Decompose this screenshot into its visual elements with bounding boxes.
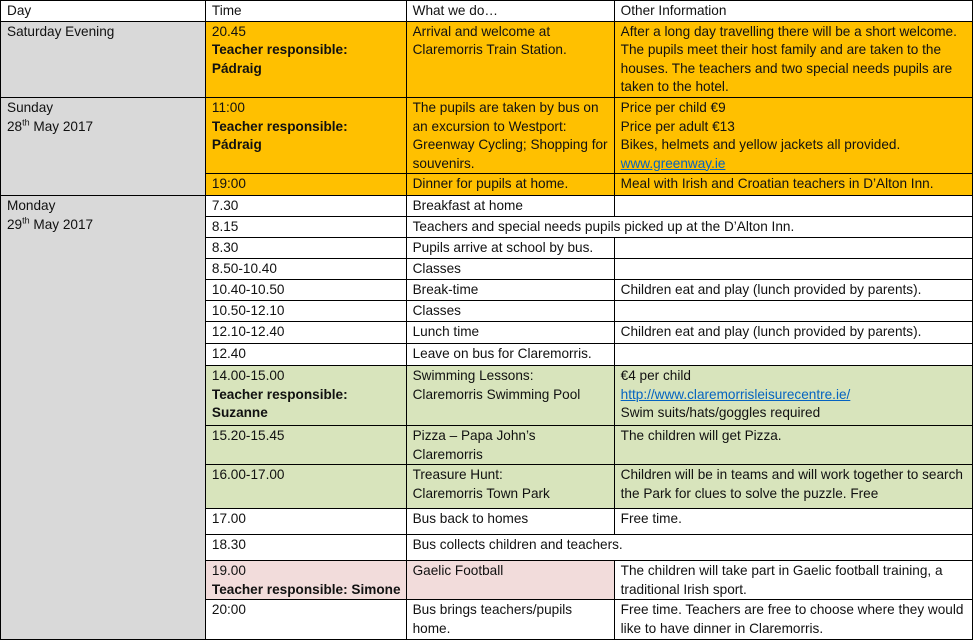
day-cell-monday [1,196,206,639]
day-date [7,216,200,235]
teacher-responsible: Teacher responsible: Simone [211,581,401,597]
table-row [1,21,973,97]
time-cell: 18.30 [205,535,406,561]
activity-line: Claremorris Swimming Pool [412,386,581,402]
info-cell: The children will get Pizza. [614,425,972,464]
activity-cell: Teachers and special needs pupils picked up at the D’Alton Inn. [406,216,972,237]
time-cell: 8.50-10.40 [205,258,406,279]
activity-cell: Breakfast at home [406,196,614,217]
time-cell: 12.40 [205,343,406,365]
time-value: 11:00 [211,99,245,115]
time-cell: 12.10-12.40 [205,321,406,343]
time-cell: 17.00 [205,509,406,535]
header-day: Day [1,1,206,22]
info-line: Price per adult €13 [620,118,735,134]
activity-cell: Bus back to homes [406,509,614,535]
activity-cell: Bus collects children and teachers. [406,535,972,561]
info-line: Price per child €9 [620,99,726,115]
time-cell [205,97,406,173]
info-line: Bikes, helmets and yellow jackets all provided. [620,137,901,153]
teacher-responsible: Teacher responsible: Pádraig [211,42,348,76]
time-cell [205,561,406,600]
date-month-year: May 2017 [29,118,94,134]
leisure-centre-link[interactable]: http://www.claremorrisleisurecentre.ie/ [620,386,851,402]
time-cell: 8.30 [205,237,406,258]
info-cell: The children will take part in Gaelic football training, a traditional Irish sport. [614,561,972,600]
info-cell [614,196,972,217]
activity-cell [406,465,614,509]
time-cell: 15.20-15.45 [205,425,406,464]
activity-cell [406,365,614,425]
activity-cell: Dinner for pupils at home. [406,174,614,196]
info-cell [614,300,972,321]
date-number: 29 [7,216,23,232]
time-cell: 16.00-17.00 [205,465,406,509]
day-name: Monday [7,198,56,214]
info-cell [614,97,972,173]
date-suffix: th [22,215,30,226]
info-cell: Children eat and play (lunch provided by parents). [614,279,972,300]
header-time: Time [205,1,406,22]
time-cell: 10.50-12.10 [205,300,406,321]
info-cell: Children eat and play (lunch provided by parents). [614,321,972,343]
time-cell: 20:00 [205,600,406,639]
table-row [1,196,973,217]
header-row [1,1,973,22]
greenway-link[interactable]: www.greenway.ie [620,155,726,171]
info-cell [614,343,972,365]
info-cell: Children will be in teams and will work together to search the Park for clues to solve the puzzle. Free [614,465,972,509]
table-row [1,97,973,173]
activity-cell: Break-time [406,279,614,300]
time-cell: 8.15 [205,216,406,237]
info-cell: Free time. Teachers are free to choose where they would like to have dinner in Claremorris. [614,600,972,639]
day-name: Sunday [7,99,54,115]
date-suffix: th [22,117,30,128]
time-value: 14.00-15.00 [211,367,285,383]
info-cell: After a long day travelling there will be a short welcome. The pupils meet their host family and are taken to the houses. The teachers and two special needs pupils are taken to the hotel. [614,21,972,97]
info-cell: Meal with Irish and Croatian teachers in D’Alton Inn. [614,174,972,196]
date-number: 28 [7,118,23,134]
day-cell-saturday: Saturday Evening [1,21,206,97]
day-cell-sunday [1,97,206,195]
time-value: 20.45 [211,23,246,39]
activity-cell: Leave on bus for Claremorris. [406,343,614,365]
activity-cell: The pupils are taken by bus on an excursion to Westport: Greenway Cycling; Shopping for souvenirs. [406,97,614,173]
time-cell: 10.40-10.50 [205,279,406,300]
activity-cell: Pupils arrive at school by bus. [406,237,614,258]
time-cell: 7.30 [205,196,406,217]
time-cell: 19:00 [205,174,406,196]
info-line: €4 per child [620,367,691,383]
time-cell [205,21,406,97]
info-cell [614,258,972,279]
header-info: Other Information [614,1,972,22]
info-line: Swim suits/hats/goggles required [620,405,821,421]
day-date [7,118,200,137]
time-cell [205,365,406,425]
activity-line: Treasure Hunt: [412,467,503,483]
activity-line: Claremorris Town Park [412,485,550,501]
activity-line: Swimming Lessons: [412,367,534,383]
activity-cell: Arrival and welcome at Claremorris Train Station. [406,21,614,97]
activity-cell: Pizza – Papa John’s Claremorris [406,425,614,464]
teacher-responsible: Teacher responsible: Pádraig [211,118,348,153]
activity-cell: Gaelic Football [406,561,614,600]
info-cell: Free time. [614,509,972,535]
header-what: What we do… [406,1,614,22]
time-value: 19.00 [211,563,246,579]
activity-cell: Lunch time [406,321,614,343]
date-month-year: May 2017 [29,216,94,232]
activity-cell: Bus brings teachers/pupils home. [406,600,614,639]
info-cell [614,365,972,425]
activity-cell: Classes [406,258,614,279]
activity-cell: Classes [406,300,614,321]
info-cell [614,237,972,258]
teacher-responsible: Teacher responsible: Suzanne [211,386,348,421]
